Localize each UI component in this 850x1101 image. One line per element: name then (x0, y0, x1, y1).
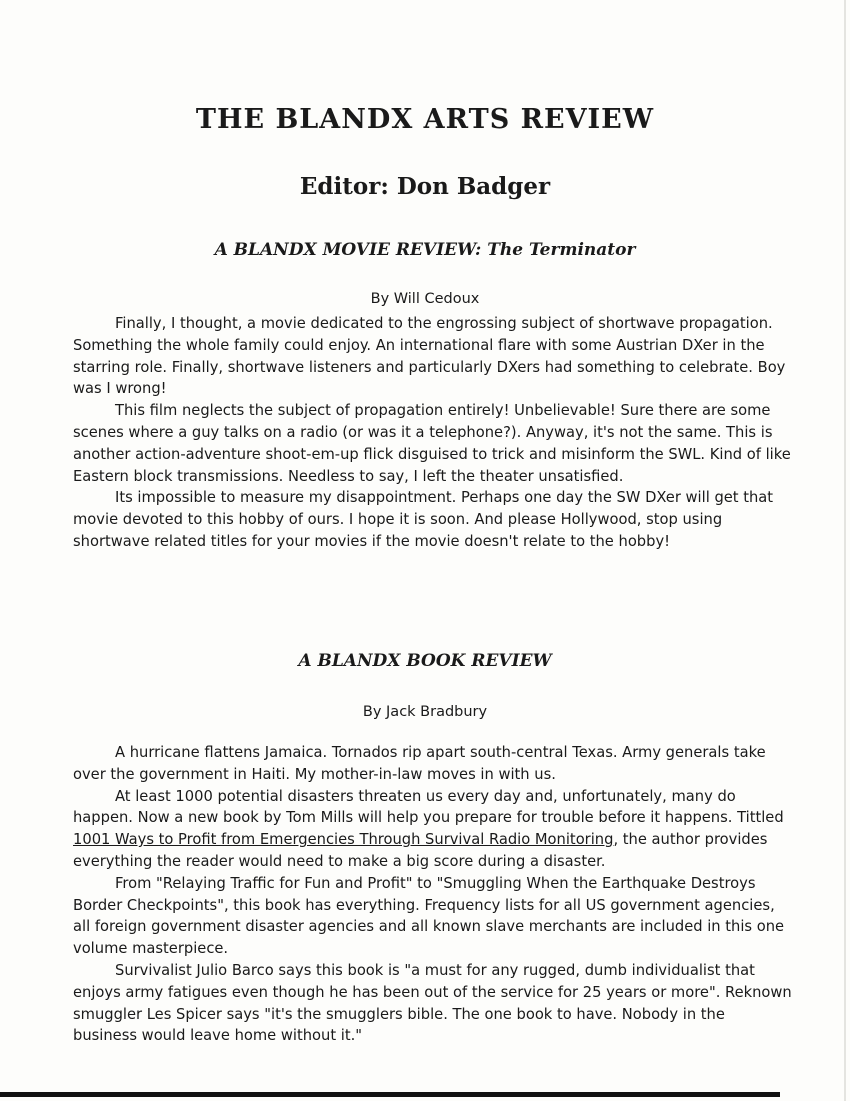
book-review-paragraph: From "Relaying Traffic for Fun and Profit" to "Smuggling When the Earthquake Destroys Border Checkpoints", this book has everything. Frequency lists for all US government agencies, all foreign government disaster agencies and all known slave merchants are included in this one volume masterpiece. (73, 874, 785, 958)
book-review-heading: A BLANDX BOOK REVIEW (298, 651, 552, 671)
book-review-byline: By Jack Bradbury (362, 704, 488, 720)
newsletter-title: THE BLANDX ARTS REVIEW (195, 104, 655, 135)
scan-right-edge (844, 0, 846, 1101)
paragraph-text: At least 1000 potential disasters threaten us every day and, unfortunately, many do happen. Now a new book by Tom Mills will help you prepare for trouble before it happens. Tittled (73, 787, 784, 827)
scan-bottom-edge (0, 1092, 780, 1097)
paragraph-text: , the author provides everything the reader would need to make a big score during a disaster. (73, 831, 768, 870)
book-review-paragraph (73, 786, 793, 873)
book-title: 1001 Ways to Profit from Emergencies Through Survival Radio Monitoring (73, 831, 614, 849)
editor-line: Editor: Don Badger (299, 173, 551, 200)
book-review-paragraph: A hurricane flattens Jamaica. Tornados rip apart south-central Texas. Army generals take over the government in Haiti. My mother-in-law moves in with us. (73, 744, 766, 783)
book-review-paragraph: Survivalist Julio Barco says this book is "a must for any rugged, dumb individualist that enjoys army fatigues even though he has been out of the service for 25 years or more". Reknown smuggler Les Spicer says "it's the smugglers bible. The one book to have. Nobody in the business would leave home without it." (73, 961, 792, 1045)
movie-review-paragraph: Its impossible to measure my disappointment. Perhaps one day the SW DXer will get that movie devoted to this hobby of ours. I hope it is soon. And please Hollywood, stop using shortwave related titles for your movies if the movie doesn't relate to the hobby! (73, 489, 774, 550)
book-review-body (73, 742, 793, 1047)
movie-review-paragraph: Finally, I thought, a movie dedicated to the engrossing subject of shortwave propagation. Something the whole family could enjoy. An international flare with some Austrian DXer in the starring role. Finally, shortwave listeners and particularly DXers had something to celebrate. Boy was I wrong! (73, 315, 786, 398)
movie-review-body (73, 313, 793, 553)
movie-review-byline: By Will Cedoux (370, 291, 480, 307)
movie-review-heading: A BLANDX MOVIE REVIEW: The Terminator (214, 240, 636, 260)
movie-review-paragraph: This film neglects the subject of propagation entirely! Unbelievable! Sure there are some scenes where a guy talks on a radio (or was it a telephone?). Anyway, it's not the same. This is another action-adventure shoot-em-up flick disguised to trick and misinform the SWL. Kind of like Eastern block transmissions. Needless to say, I left the theater unsatisfied. (73, 402, 791, 485)
